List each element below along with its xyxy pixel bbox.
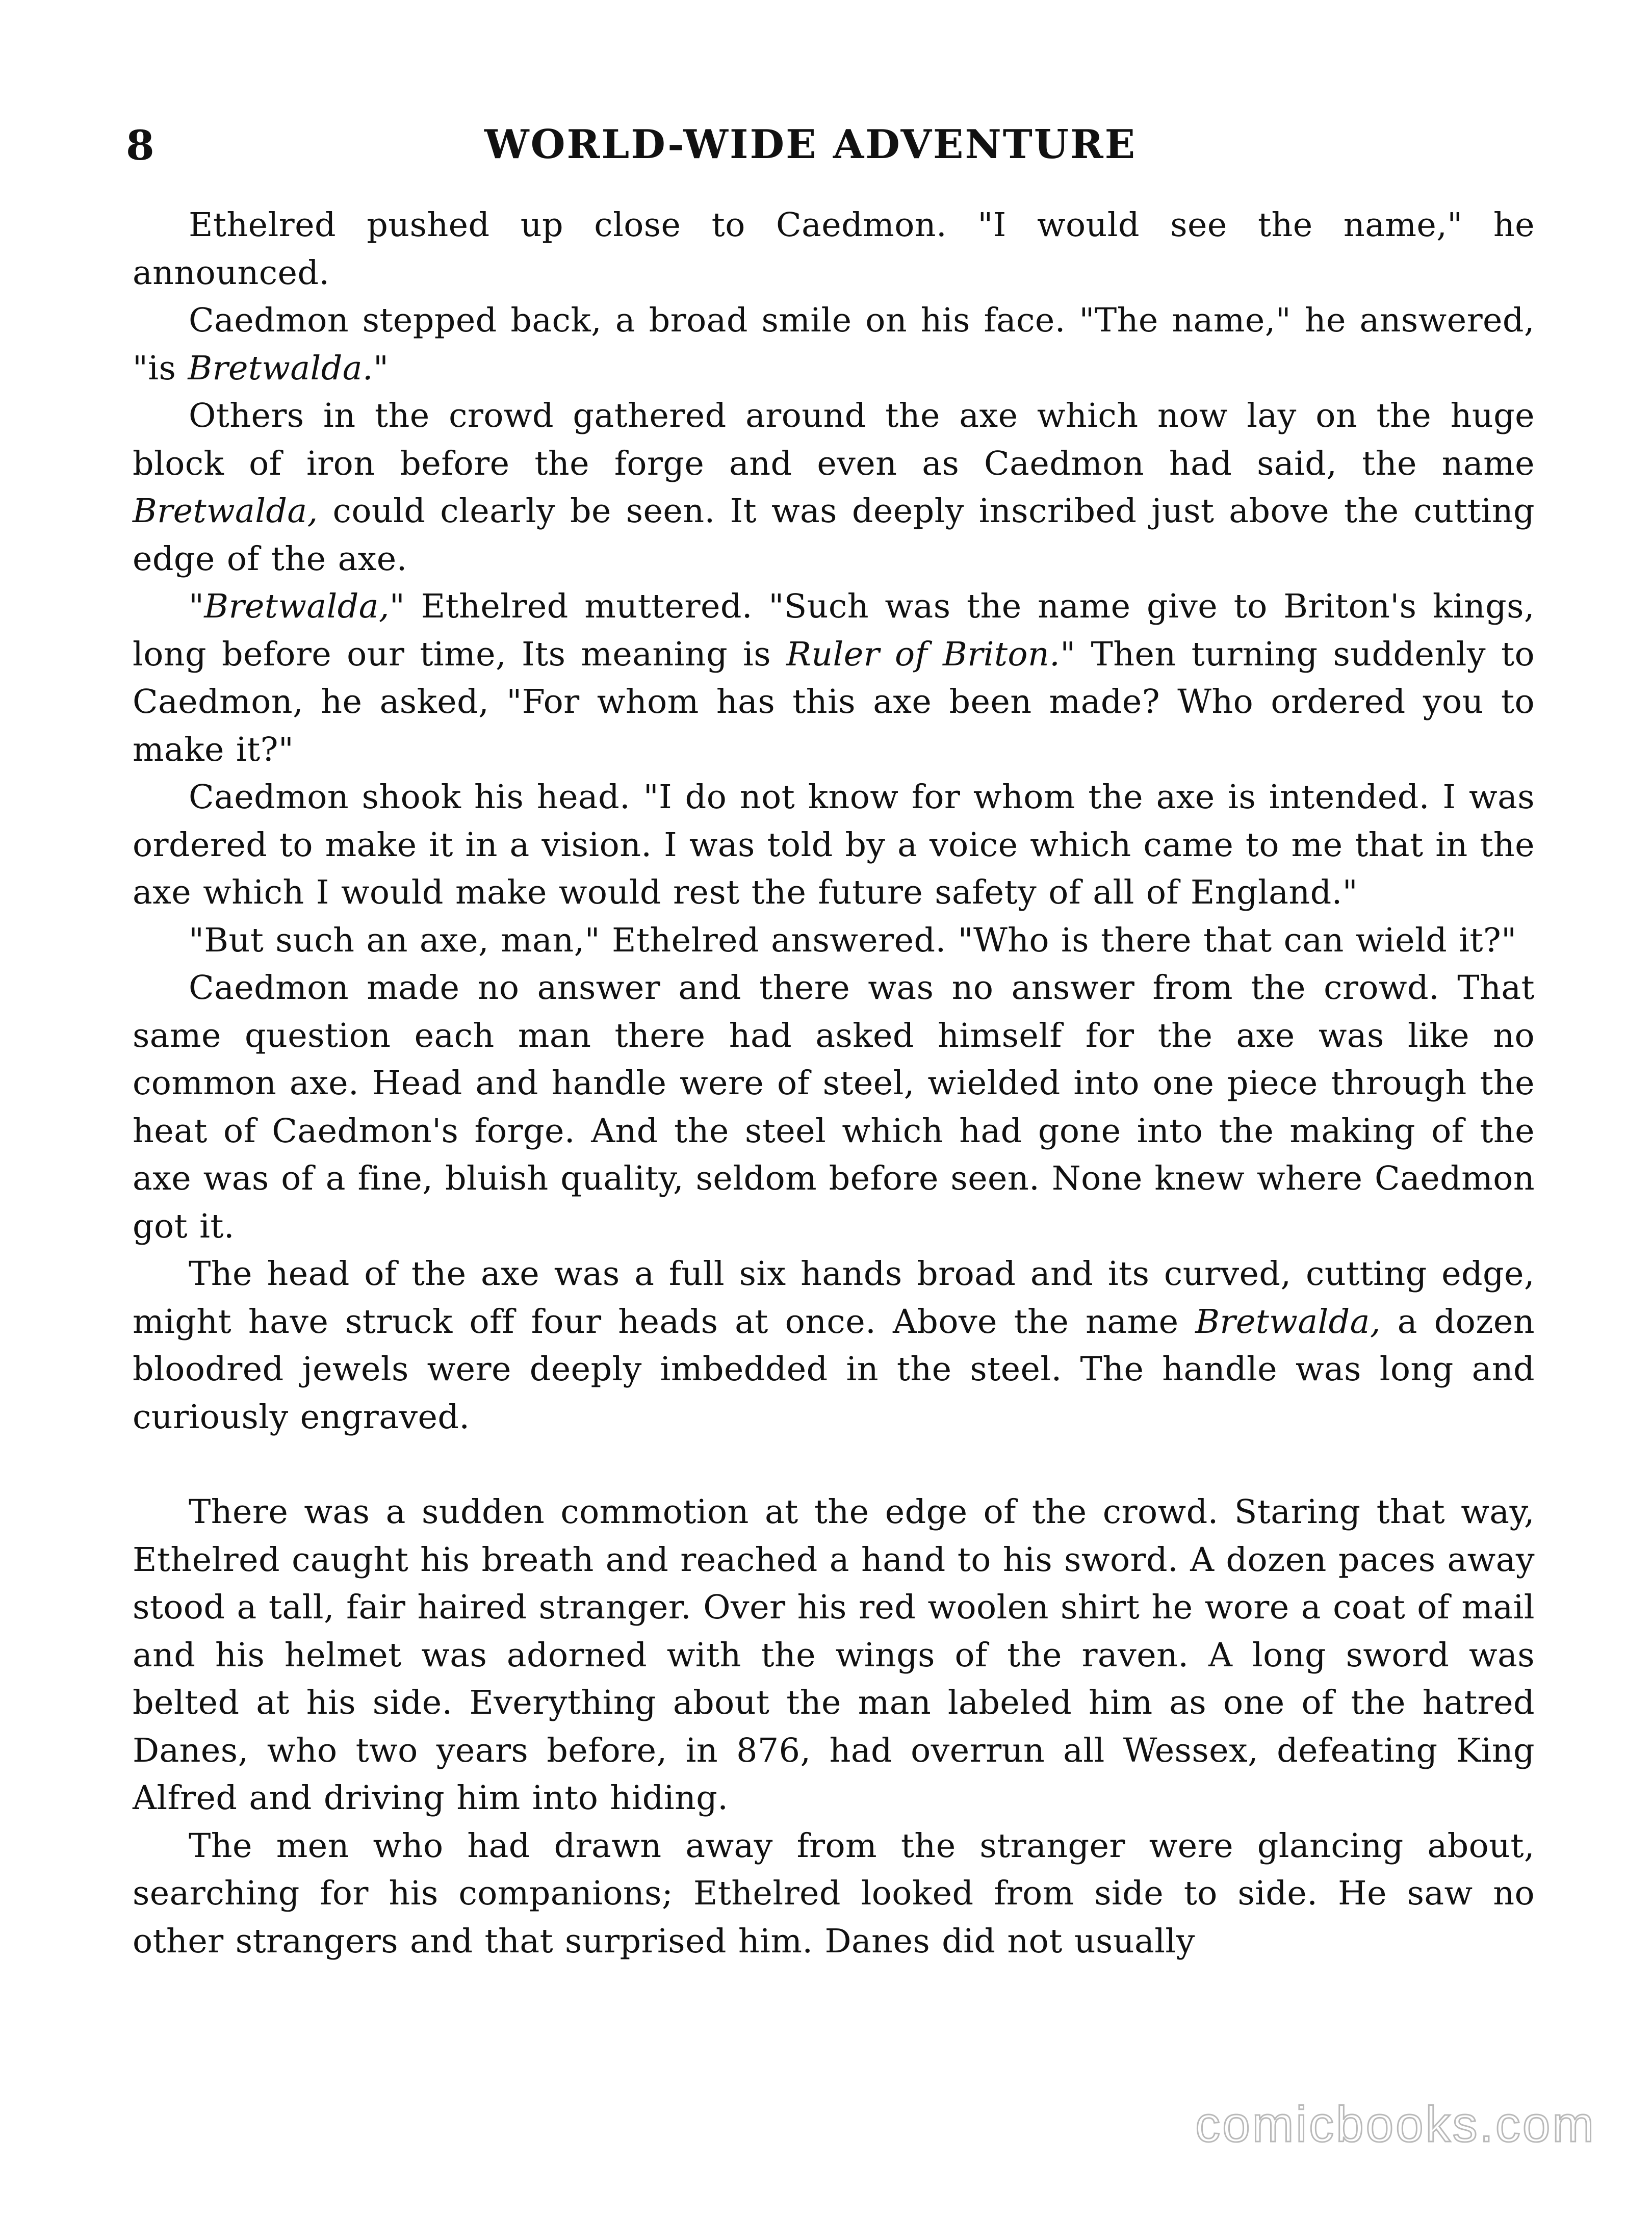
paragraph-8-text-c: a dozen bloodred jewels were deeply imbedded in the steel. The handle was long and curiously engraved.: [133, 1302, 1535, 1436]
paragraph-2-italic-bretwalda: Bretwalda.": [188, 349, 389, 388]
running-head-title: WORLD-WIDE ADVENTURE: [484, 121, 1137, 168]
paragraph-9: There was a sudden commotion at the edge of the crowd. Staring that way, Ethelred caught his breath and reached a hand to his sword. A dozen paces away stood a tall, fair haired stranger. Over his red woolen shirt he wore a coat of mail and his helmet was adorned with the wings of the raven. A long sword was belted at his side. Everything about the man labeled him as one of the hatred Danes, who two years before, in 876, had overrun all Wessex, defeating King Alfred and driving him into hiding.: [133, 1493, 1535, 1817]
body-text: [133, 201, 1535, 1965]
paragraph-8-text-a: The head of the axe was a full six hands broad and its curved, cutting edge, might have struck off four heads at once. Above the name: [133, 1255, 1535, 1341]
paragraph-4-text-b: Ethelred muttered. "Such was the name give to Briton's kings, long before our time, Its meaning is: [133, 587, 1535, 674]
paragraph-4: [133, 583, 1535, 773]
paragraph-3: [133, 392, 1535, 583]
paragraph-6: "But such an axe, man," Ethelred answered. "Who is there that can wield it?": [189, 921, 1517, 960]
paragraph-2-text: Caedmon stepped back, a broad smile on his face. "The name," he answered, "is: [133, 301, 1535, 388]
paragraph-3-text-c: could clearly be seen. It was deeply inscribed just above the cutting edge of the axe.: [133, 492, 1535, 578]
paragraph-3-text-a: Others in the crowd gathered around the axe which now lay on the huge block of iron before the forge and even as Caedmon had said, the name: [133, 397, 1535, 483]
paragraph-4-italic-bretwalda: "Bretwalda,": [189, 587, 405, 626]
paragraph-4-italic-ruler-of-briton: Ruler of Briton.": [786, 635, 1076, 674]
watermark-logo: comicbooks.com: [1195, 2096, 1596, 2152]
paragraph-8-italic-bretwalda: Bretwalda,: [1195, 1302, 1381, 1341]
paragraph-4-text-d: Then turning suddenly to Caedmon, he asked, "For whom has this axe been made? Who ordered you to make it?": [133, 635, 1535, 769]
paragraph-8: [133, 1250, 1535, 1441]
paragraph-1: Ethelred pushed up close to Caedmon. "I would see the name," he announced.: [133, 206, 1535, 292]
paragraph-5: Caedmon shook his head. "I do not know for whom the axe is intended. I was ordered to make it in a vision. I was told by a voice which came to me that in the axe which I would make would rest the future safety of all of England.": [133, 778, 1535, 912]
page-number: 8: [126, 121, 154, 169]
paragraph-10: The men who had drawn away from the stranger were glancing about, searching for his companions; Ethelred looked from side to side. He saw no other strangers and that surprised him. Danes did not usually: [133, 1826, 1535, 1961]
paragraph-3-italic-bretwalda: Bretwalda,: [133, 492, 318, 530]
paragraph-2: [133, 297, 1535, 392]
paragraph-7: Caedmon made no answer and there was no answer from the crowd. That same question each man there had asked himself for the axe was like no common axe. Head and handle were of steel, wielded into one piece through the heat of Caedmon's forge. And the steel which had gone into the making of the axe was of a fine, bluish quality, seldom before seen. None knew where Caedmon got it.: [133, 969, 1535, 1246]
